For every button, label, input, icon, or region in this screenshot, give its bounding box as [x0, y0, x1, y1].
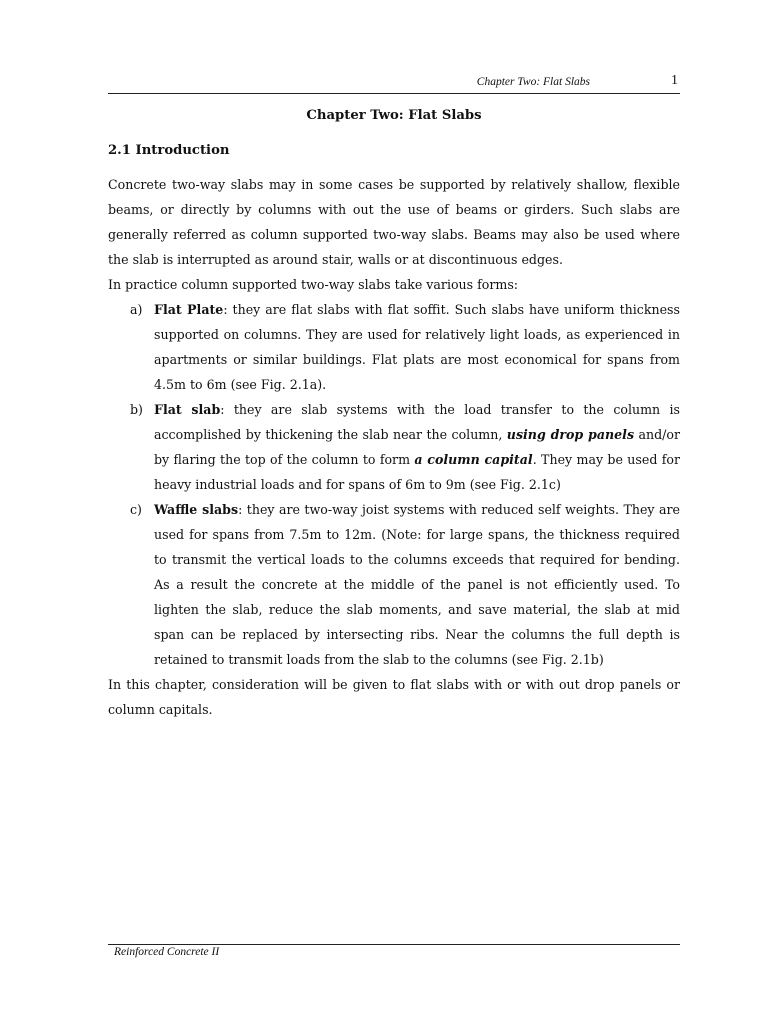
- list-text: : they are two-way joist systems with reduced self weights. They are used for spans from 7.5m to 12m. (Note: for large spans, the thickness required to transmit the vertical loads to the columns exceeds that required for bending. As a result the concrete at the middle of the panel is not efficiently used. To lighten the slab, reduce the slab moments, and save material, the slab at mid span can be replaced by intersecting ribs. Near the columns the full depth is retained to transmit loads from the slab to the columns (see Fig. 2.1b): [154, 502, 680, 667]
- section-heading: 2.1 Introduction: [108, 143, 230, 158]
- running-header: [108, 72, 680, 94]
- list-item: [108, 497, 680, 672]
- running-header-title: Chapter Two: Flat Slabs: [476, 76, 590, 88]
- list-marker: a): [130, 302, 143, 317]
- list-text: : they are slab systems with the load transfer to the column is accomplished by thickening the slab near the column,: [154, 402, 680, 442]
- intro-paragraph: Concrete two-way slabs may in some cases be supported by relatively shallow, flexible beams, or directly by columns with out the use of beams or girders. Such slabs are generally referred as column supported two-way slabs. Beams may also be used where the slab is interrupted as around stair, walls or at discontinuous edges.: [108, 177, 680, 267]
- list-term: Flat Plate: [154, 302, 224, 317]
- list-item: [108, 397, 680, 497]
- list-marker: b): [130, 402, 143, 417]
- forms-lead-paragraph: In practice column supported two-way slabs take various forms:: [108, 277, 519, 292]
- list-term: Waffle slabs: [154, 502, 239, 517]
- list-text: : they are flat slabs with flat soffit. Such slabs have uniform thickness supported on columns. They are used for relatively light loads, as experienced in apartments or similar buildings. Flat plats are most economical for spans from 4.5m to 6m (see Fig. 2.1a).: [154, 302, 680, 392]
- list-emphasis: using drop panels: [506, 427, 635, 442]
- list-text: . They may be used for heavy industrial loads and for spans of 6m to 9m (see Fig. 2.1c): [154, 452, 680, 492]
- closing-paragraph: In this chapter, consideration will be given to flat slabs with or with out drop panels or column capitals.: [108, 677, 680, 717]
- list-term: Flat slab: [154, 402, 221, 417]
- slab-forms-list: [108, 297, 680, 672]
- chapter-title: Chapter Two: Flat Slabs: [306, 108, 482, 123]
- body-text: [108, 172, 680, 722]
- list-text: and/or by flaring the top of the column to form: [154, 427, 680, 467]
- list-marker: c): [130, 502, 142, 517]
- list-item: [108, 297, 680, 397]
- running-footer: [108, 944, 680, 958]
- footer-label: Reinforced Concrete II: [114, 946, 220, 958]
- list-emphasis: a column capital: [414, 452, 533, 467]
- page-number: 1: [671, 73, 678, 88]
